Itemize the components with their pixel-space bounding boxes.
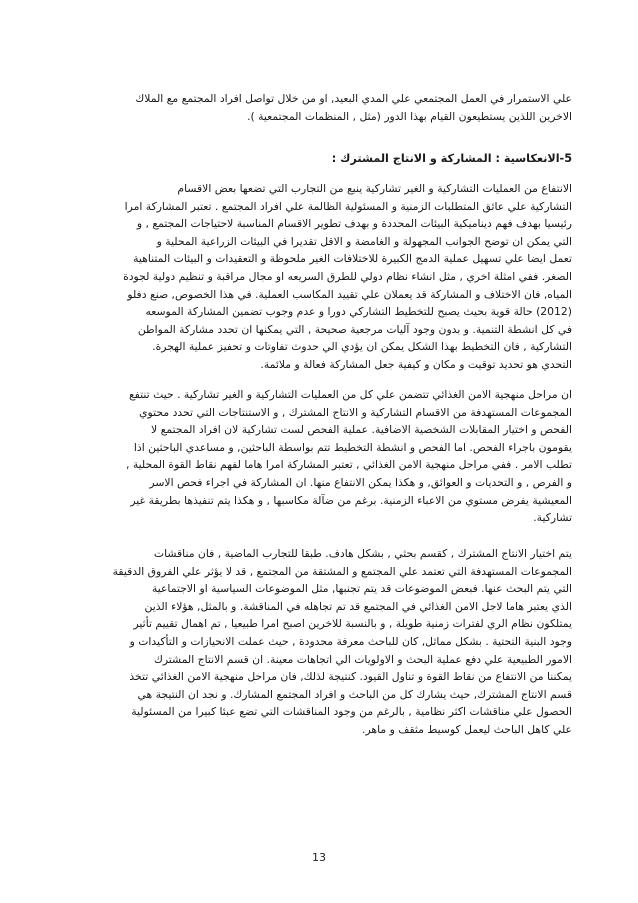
text-line: رئيسيا بهدف فهم ديناميكية البيئات المحددة و بهدف تطوير الاقسام المناسبة لاحتياجات المجتمع , و: [136, 217, 572, 231]
text-line: علي الاستمرار في العمل المجتمعي علي المدي البعيد, او من خلال تواصل افراد المجتمع مع الملاك: [135, 92, 572, 105]
text-line: المياه, فان الاختلاف و المشاركة قد يعملان علي تقييد المكاسب العملية. في هذا الخصوص, صنع دفلو: [127, 287, 572, 301]
text-line: التشاركية , فان التخطيط بهذا الشكل يمكن ان يؤدي الي حدوث تفاوتات و تحفيز عملية الهجرة.: [152, 340, 572, 354]
text-line: المجموعات المستهدفة التي تعتمد علي المجتمع و المشتقة من المجتمع , قد لا يؤثر علي الفروق الدقيقة: [112, 564, 572, 578]
text-line: الذي يعتبر هاما لاجل الامن الغذائي في المجتمع قد تم تجاهله في المناقشة. و بالمثل, هؤلاء الذين: [144, 599, 572, 613]
paragraph-3: [78, 545, 572, 739]
text-line: وجود البنية التحتية . بشكل مماثل, كان للباحث معرفة محدودة , حيث عملت الانحيازات و التأكيدات و: [129, 634, 572, 648]
text-line: المجموعات المستهدفة من الاقسام التشاركية و الانتاج المشترك , و الاستنتاجات التي تحدد محتوي: [139, 405, 572, 419]
text-line: تطلب الامر . ففي مراحل منهجية الامن الغذائي , تعتبر المشاركة امرا هاما لفهم نقاط القوة المحلية ,: [126, 458, 572, 472]
text-line: في كل انشطة التنمية. و بدون وجود آليات مرجعية صحيحة , التي يمكنها ان تحدد مشاركة المواطن: [137, 322, 572, 336]
text-line: علي كاهل الباحث ليعمل كوسيط مثقف و ماهر.: [362, 722, 572, 736]
text-line: و الفرص , و التحديات و العوائق, و هكذا يمكن الانتفاع منها. ان المشاركة في اجراء فحص الاسر: [149, 475, 572, 489]
section-heading-block: [78, 150, 572, 168]
paragraph-2: [78, 386, 572, 527]
page-number: 13: [312, 851, 326, 864]
text-line: التحدي هو تحديد توقيت و مكان و كيفية جعل المشاركة فعالة و ملائمة.: [260, 357, 572, 371]
text-line: يقومون باجراء الفحص. اما الفحص و انشطة التخطيط تتم بواسطة الباحثين, و مساعدي الباحثين اذا: [133, 440, 572, 454]
text-line: الانتفاع من العمليات التشاركية و الغير تشاركية ينبع من التجارب التي تضعها بعض الاقسام: [177, 182, 572, 195]
text-line: يتم اختيار الانتاج المشترك , كقسم بحثي , بشكل هادف. طبقا للتجارب الماضية , فان مناقشات: [153, 547, 572, 560]
text-line: يمكننا من الانتفاع من نقاط القوة و تناول القيود. كنتيجة لذلك, فان مراحل منهجية الامن الغذائي تتخذ: [129, 670, 572, 684]
text-line: الصغر. ففي امثلة اخري , مثل انشاء نظام دولي للطرق السريعه او مجال مراقبة و تنظيم دولية لجودة: [123, 269, 572, 283]
text-line: ان مراحل منهجية الامن الغذائي تتضمن علي كل من العمليات التشاركية و الغير تشاركية . حيث تنتفع: [128, 388, 572, 401]
text-line: الفحص و اختيار المقابلات الشخصية الاضافية. عملية الفحص لست تشاركية لان افراد المجتمع لا: [151, 423, 572, 437]
intro-paragraph: [78, 90, 572, 125]
paragraph-1: [78, 180, 572, 374]
text-line: تشاركية.: [533, 511, 572, 525]
text-line: (2012) حالة قوية بحيث يصبح للتخطيط التشاركي دورا و عدم وجوب تضمين المشاركة الموسعه: [145, 305, 572, 319]
text-line: الاخرين اللذين يستطيعون القيام بهذا الدور (مثل , المنظمات المجتمعية ).: [247, 109, 572, 123]
text-line: الامور الطبيعية علي دفع عملية البحث و الاولويات الي اتجاهات معينة. ان قسم الانتاج المشترك: [153, 652, 572, 666]
section-heading: 5-الانعكاسية : المشاركة و الانتاج المشترك :: [331, 152, 572, 165]
text-line: المعيشية يفرض مستوي من الاعباء الزمنية. برغم من ضآلة مكاسبها , و هكذا يتم تنفيذها بطريقة غير: [130, 493, 572, 507]
text-line: التي يمكن ان توضح الجوانب المجهولة و الغامضة و الاقل تقديرا في البيئات الزراعية المحلية و: [156, 234, 572, 248]
text-line: قسم الانتاج المشترك, حيث يشارك كل من الباحث و افراد المجتمع المشارك. و نجد ان النتيجة هي: [137, 687, 572, 701]
text-line: تعمل ايضا علي تسهيل عملية الدمج الكبيرة للاختلافات الغير ملحوظة و التعقيدات و البيئات المتناهية: [133, 252, 572, 266]
text-line: الحصول علي مناقشات اكثر نظامية , بالرغم من وجود المناقشات التي تضع عبئا كبيرا من المسئولية: [131, 705, 572, 719]
text-line: التي يتم البحث عنها. فبعض الموضوعات قد يتم تجنبها, مثل الموضوعات السياسية او الاجتماعية: [151, 582, 572, 596]
text-line: التشاركية علي عائق المتطلبات الزمنية و المسئولية الظالمة علي افراد المجتمع . تعتبر المشاركة امرا: [124, 199, 572, 213]
text-line: يمتلكون نظام الري لفترات زمنية طويلة , و بالنسبة للاخرين اصبح امرا طبيعيا , تم اهمال تقييم تأثير: [133, 617, 572, 631]
